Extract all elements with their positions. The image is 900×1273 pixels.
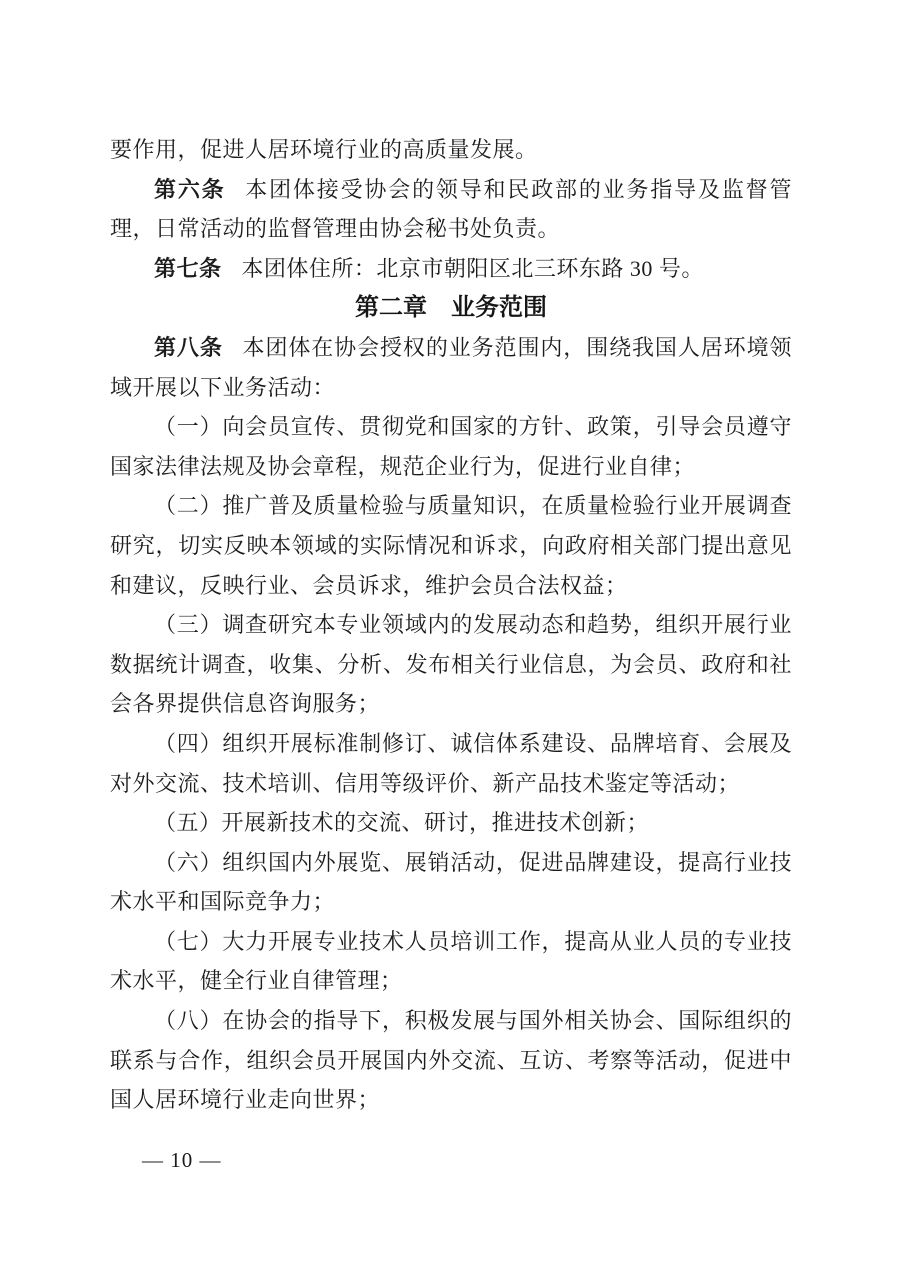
list-item-paragraph: （一）向会员宣传、贯彻党和国家的方针、政策，引导会员遵守国家法律法规及协会章程，规范企业行为，促进行业自律； [110,414,792,479]
chapter-heading: 第二章 业务范围 [355,294,547,322]
document-body [110,130,792,1120]
page-number: — 10 — [142,1148,222,1172]
article-label: 第六条 [154,176,226,202]
list-item-paragraph: （三）调查研究本专业领域内的发展动态和趋势，组织开展行业数据统计调查，收集、分析、发布相关行业信息，为会员、政府和社会各界提供信息咨询服务； [110,612,792,717]
list-item-paragraph: （四）组织开展标准制修订、诚信体系建设、品牌培育、会展及对外交流、技术培训、信用等级评价、新产品技术鉴定等活动； [110,730,792,796]
article-text: 本团体接受协会的领导和民政部的业务指导及监督管理，日常活动的监督管理由协会秘书处负责。 [110,176,792,242]
list-item-paragraph: （七）大力开展专业技术人员培训工作，提高从业人员的专业技术水平，健全行业自律管理； [110,928,792,994]
article-paragraph [110,249,792,289]
paragraph-continuation: 要作用，促进人居环境行业的高质量发展。 [110,137,538,162]
article-label: 第七条 [154,255,222,281]
list-item-paragraph: （二）推广普及质量检验与质量知识，在质量检验行业开展调查研究，切实反映本领域的实际情况和诉求，向政府相关部门提出意见和建议，反映行业、会员诉求，维护会员合法权益； [110,493,792,598]
article-paragraph [110,170,792,249]
list-item-paragraph: （八）在协会的指导下，积极发展与国外相关协会、国际组织的联系与合作，组织会员开展国内外交流、互访、考察等活动，促进中国人居环境行业走向世界； [110,1008,792,1113]
article-label: 第八条 [154,334,223,360]
article-paragraph [110,328,792,407]
list-item-paragraph: （六）组织国内外展览、展销活动，促进品牌建设，提高行业技术水平和国际竞争力； [110,849,792,915]
article-text: 本团体住所：北京市朝阳区北三环东路 30 号。 [241,255,704,281]
list-item-paragraph: （五）开展新技术的交流、研讨，推进技术创新； [154,810,650,836]
article-text: 本团体在协会授权的业务范围内，围绕我国人居环境领域开展以下业务活动： [110,334,792,400]
